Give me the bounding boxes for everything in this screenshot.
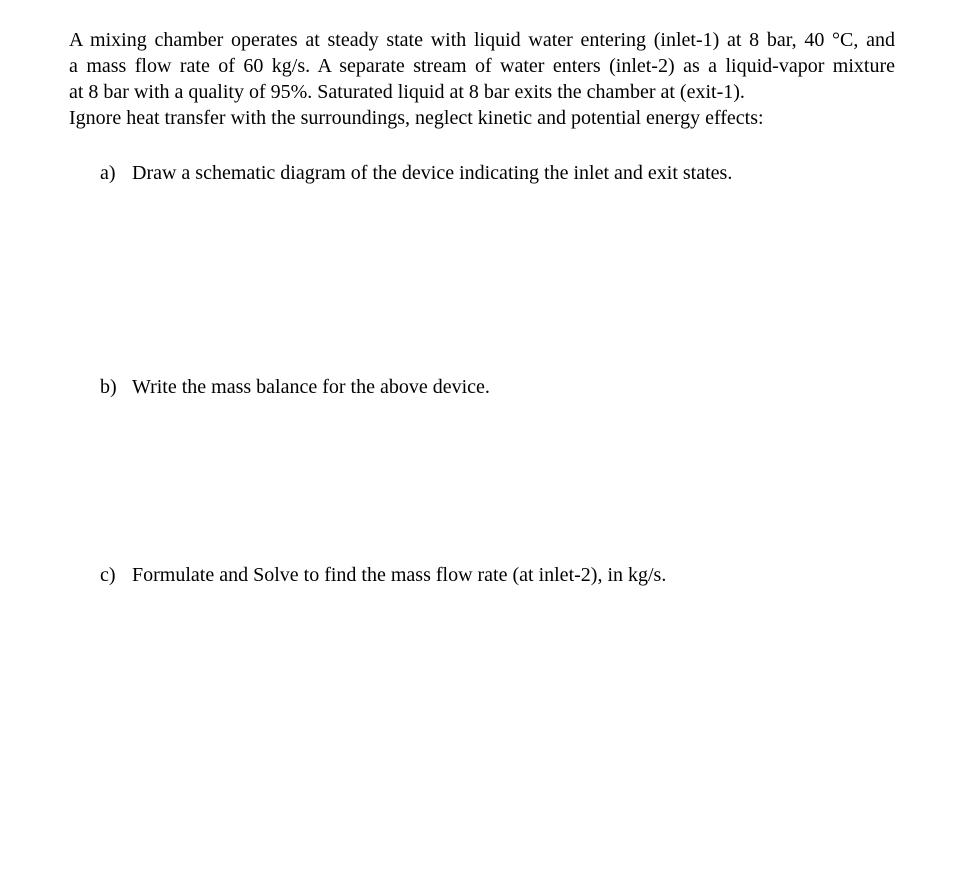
question-marker: a) bbox=[100, 162, 116, 184]
problem-line: a mass flow rate of 60 kg/s. A separate stream of water enters (inlet-2) as a liquid-vapor mixture bbox=[69, 55, 895, 77]
problem-line: at 8 bar with a quality of 95%. Saturated liquid at 8 bar exits the chamber at (exit-1). bbox=[69, 81, 745, 103]
problem-line: Ignore heat transfer with the surroundings, neglect kinetic and potential energy effects: bbox=[69, 107, 764, 129]
question-b bbox=[100, 374, 490, 400]
question-a bbox=[100, 160, 732, 186]
problem-line: A mixing chamber operates at steady state with liquid water entering (inlet-1) at 8 bar, 40 °C, and bbox=[69, 29, 895, 51]
problem-statement bbox=[69, 27, 895, 131]
question-marker: b) bbox=[100, 376, 117, 398]
question-c bbox=[100, 562, 666, 588]
question-marker: c) bbox=[100, 564, 116, 586]
question-text: Draw a schematic diagram of the device indicating the inlet and exit states. bbox=[132, 162, 733, 184]
question-text: Formulate and Solve to find the mass flow rate (at inlet-2), in kg/s. bbox=[132, 564, 667, 586]
question-text: Write the mass balance for the above device. bbox=[132, 376, 490, 398]
